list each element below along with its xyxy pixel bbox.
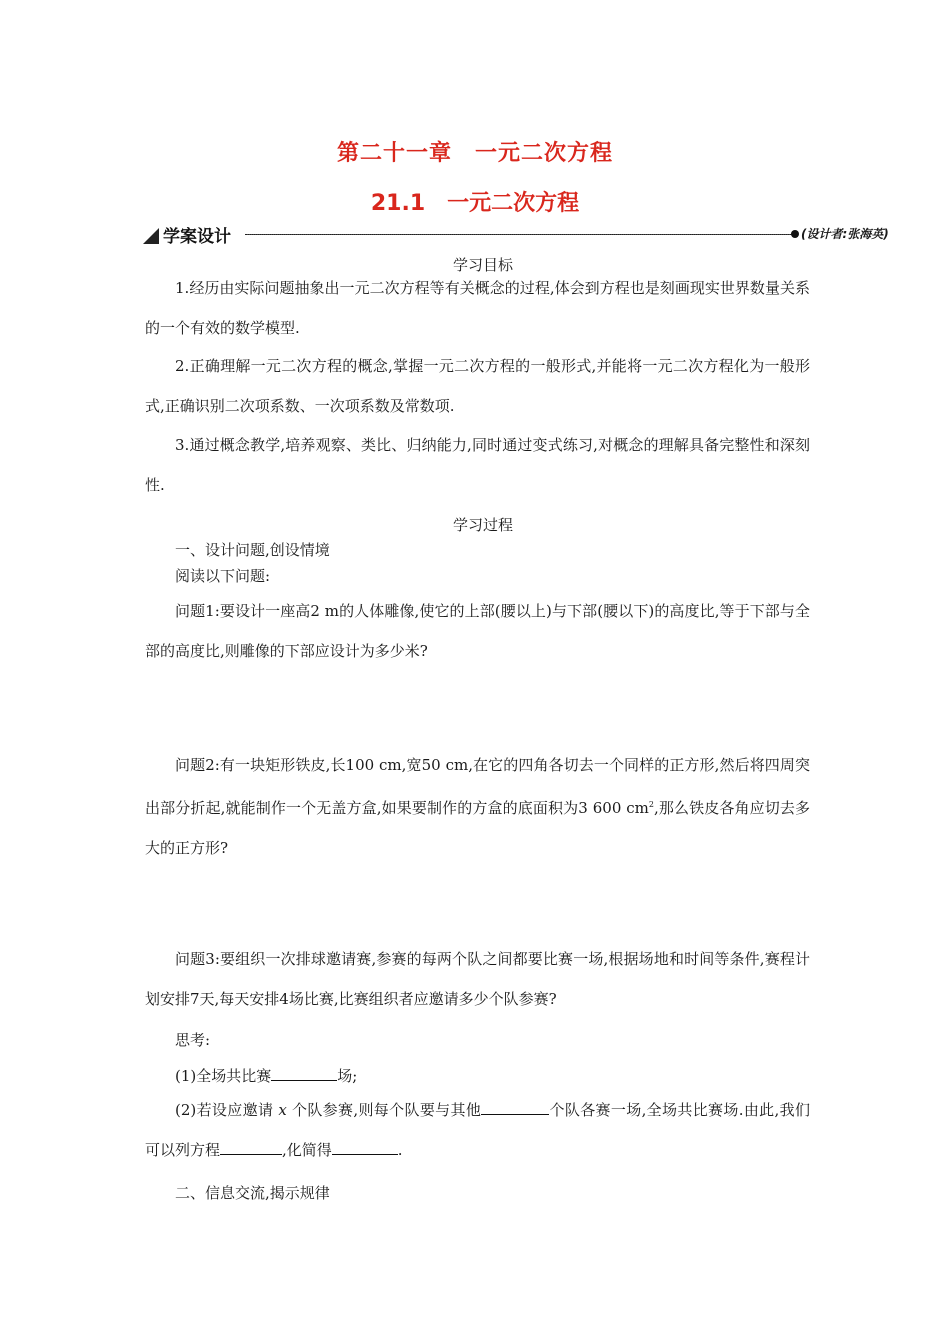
answer-blank[interactable] xyxy=(332,1140,398,1155)
think-item-2-text-f: . xyxy=(397,1141,403,1159)
part1-title: 一、设计问题,创设情境 xyxy=(175,541,330,559)
question-2-superscript: 2 xyxy=(648,800,654,809)
design-bar-label: 学案设计 xyxy=(163,227,231,247)
goals-heading: 学习目标 xyxy=(452,256,513,274)
chapter-title: 第二十一章 一元二次方程 xyxy=(336,141,613,166)
part2-title: 二、信息交流,揭示规律 xyxy=(175,1184,330,1202)
question-2 xyxy=(145,745,810,868)
read-prompt: 阅读以下问题: xyxy=(175,567,271,585)
think-item-2-text-c: 个队各赛一场,全场共比赛 xyxy=(549,1101,724,1119)
goal-item-3: 3.通过概念教学,培养观察、类比、归纳能力,同时通过变式练习,对概念的理解具备完整性和深刻性. xyxy=(145,436,810,494)
answer-blank[interactable] xyxy=(271,1066,337,1081)
question-2-text: 问题2:有一块矩形铁皮,长100 cm,宽50 cm,在它的四角各切去一个同样的正方形,然后将四周突出部分折起,就能制作一个无盖方盒,如果要制作的方盒的底面积为3 600 cm xyxy=(145,756,810,817)
goal-item-2: 2.正确理解一元二次方程的概念,掌握一元二次方程的一般形式,并能将一元二次方程化为一般形式,正确识别二次项系数、一次项系数及常数项. xyxy=(145,357,810,415)
answer-blank[interactable] xyxy=(220,1140,282,1155)
section-title: 21.1 一元二次方程 xyxy=(370,191,580,216)
bullet-icon xyxy=(791,230,799,238)
process-heading: 学习过程 xyxy=(452,516,513,534)
question-3: 问题3:要组织一次排球邀请赛,参赛的每两个队之间都要比赛一场,根据场地和时间等条件,赛程计划安排7天,每天安排4场比赛,比赛组织者应邀请多少个队参赛? xyxy=(145,950,810,1008)
design-bar xyxy=(143,222,903,248)
think-item-2-text-a: (2)若设应邀请 xyxy=(175,1101,274,1119)
variable-x: x xyxy=(278,1101,287,1119)
answer-blank[interactable] xyxy=(481,1100,549,1115)
think-item-1-text: (1)全场共比赛 xyxy=(175,1067,272,1085)
goal-item-1: 1.经历由实际问题抽象出一元二次方程等有关概念的过程,体会到方程也是刻画现实世界数量关系的一个有效的数学模型. xyxy=(145,279,810,337)
think-item-2-text-d: 场.由此,我们可以列方程 xyxy=(145,1101,810,1159)
think-item-1-suffix: 场; xyxy=(337,1067,358,1085)
think-item-2-text-e: ,化简得 xyxy=(282,1141,332,1159)
designer-credit: (设计者:张海英) xyxy=(801,227,889,241)
think-item-2-text-b: 个队参赛,则每个队要与其他 xyxy=(291,1101,482,1119)
question-1: 问题1:要设计一座高2 m的人体雕像,使它的上部(腰以上)与下部(腰以下)的高度比,等于下部与全部的高度比,则雕像的下部应设计为多少米? xyxy=(145,602,810,660)
dotted-divider xyxy=(245,234,793,235)
triangle-icon xyxy=(143,228,159,244)
think-item-1 xyxy=(175,1066,357,1086)
think-item-2 xyxy=(145,1090,810,1170)
question-2-text-end: ,那么铁皮各角应切去多大的正方形? xyxy=(145,799,810,857)
think-label: 思考: xyxy=(175,1031,211,1049)
